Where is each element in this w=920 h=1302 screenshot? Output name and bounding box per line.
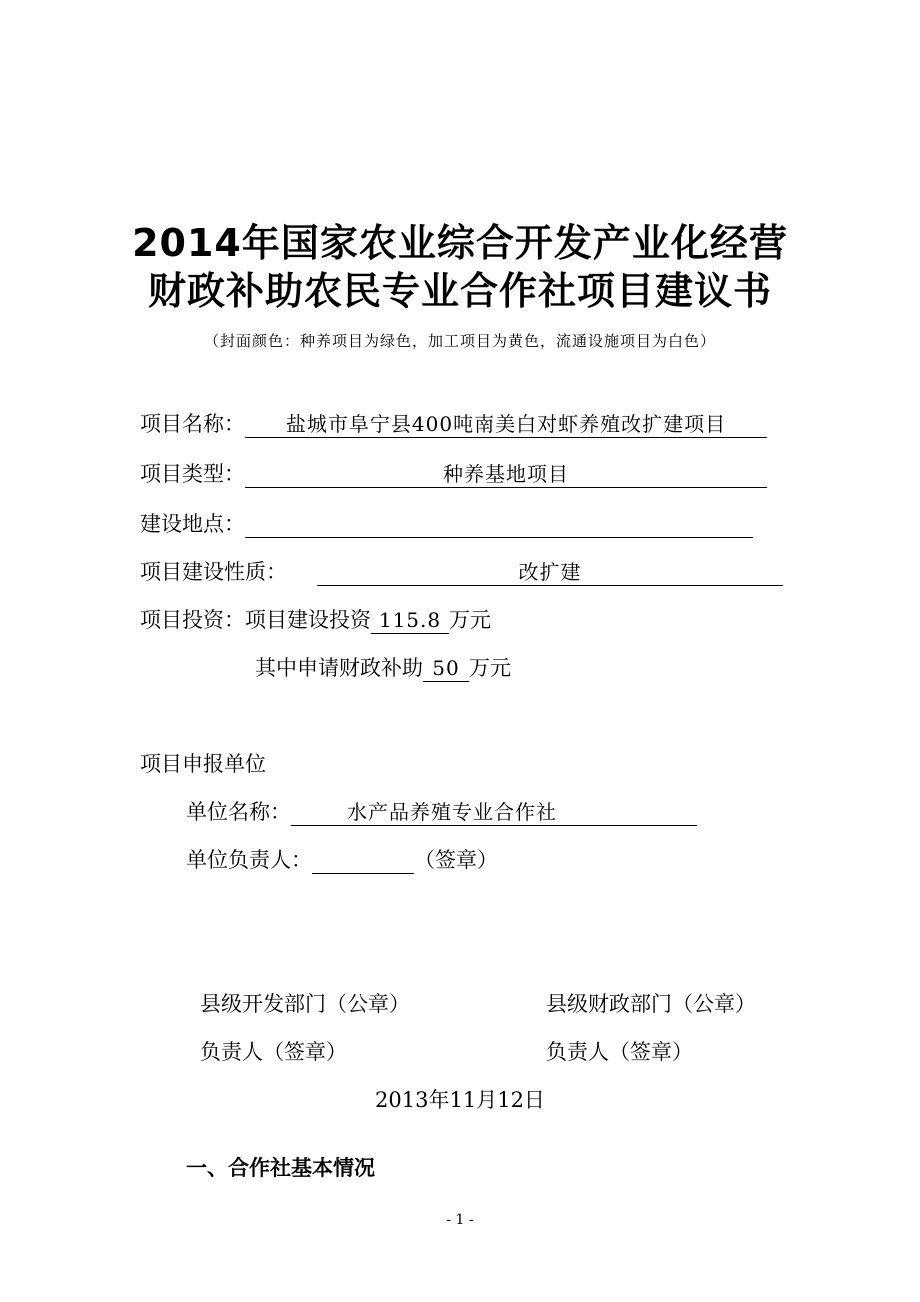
- unit-leader-value: [312, 847, 414, 874]
- dev-person-sign: 负责人（签章）: [200, 1040, 347, 1064]
- subsidy-prefix: 其中申请财政补助: [255, 656, 423, 680]
- nature-value: 改扩建: [317, 559, 783, 586]
- page-number: - 1 -: [446, 1212, 474, 1228]
- field-investment-total: [140, 606, 491, 634]
- unit-leader-suffix: （签章）: [414, 848, 498, 872]
- unit-name-label: 单位名称：: [186, 800, 291, 824]
- title-line-1: 2014年国家农业综合开发产业化经营: [132, 221, 788, 265]
- project-type-value: 种养基地项目: [245, 461, 767, 488]
- field-project-type: [140, 460, 767, 488]
- nature-label: 项目建设性质：: [140, 560, 287, 584]
- unit-name-value: [291, 799, 697, 826]
- field-unit-name: [186, 798, 697, 826]
- location-label: 建设地点：: [140, 512, 245, 536]
- project-type-label: 项目类型：: [140, 462, 245, 486]
- document-date: 2013年11月12日: [375, 1088, 545, 1112]
- investment-label: 项目投资：: [140, 608, 245, 632]
- field-nature: [140, 558, 783, 586]
- section-1-heading: 一、合作社基本情况: [186, 1156, 375, 1180]
- field-project-name: [140, 410, 767, 438]
- applicant-heading: 项目申报单位: [140, 752, 266, 776]
- title-line-2: 财政补助农民专业合作社项目建议书: [147, 269, 772, 313]
- unit-name-text: 水产品养殖专业合作社: [347, 800, 557, 824]
- investment-total-unit: 万元: [449, 608, 491, 632]
- investment-total-value: 115.8: [371, 607, 449, 634]
- field-unit-leader: [186, 846, 498, 874]
- project-name-value: 盐城市阜宁县400吨南美白对虾养殖改扩建项目: [245, 411, 767, 438]
- fin-person-sign: 负责人（签章）: [546, 1040, 693, 1064]
- cover-color-note: （封面颜色：种养项目为绿色，加工项目为黄色，流通设施项目为白色）: [203, 332, 716, 350]
- unit-leader-label: 单位负责人：: [186, 848, 312, 872]
- field-investment-subsidy: [255, 654, 511, 682]
- field-location: [140, 510, 753, 538]
- location-value: [245, 511, 753, 538]
- county-fin-seal: 县级财政部门（公章）: [546, 992, 756, 1016]
- county-dev-seal: 县级开发部门（公章）: [200, 992, 410, 1016]
- project-name-label: 项目名称：: [140, 412, 245, 436]
- investment-total-prefix: 项目建设投资: [245, 608, 371, 632]
- subsidy-value: 50: [423, 655, 469, 682]
- subsidy-unit: 万元: [469, 656, 511, 680]
